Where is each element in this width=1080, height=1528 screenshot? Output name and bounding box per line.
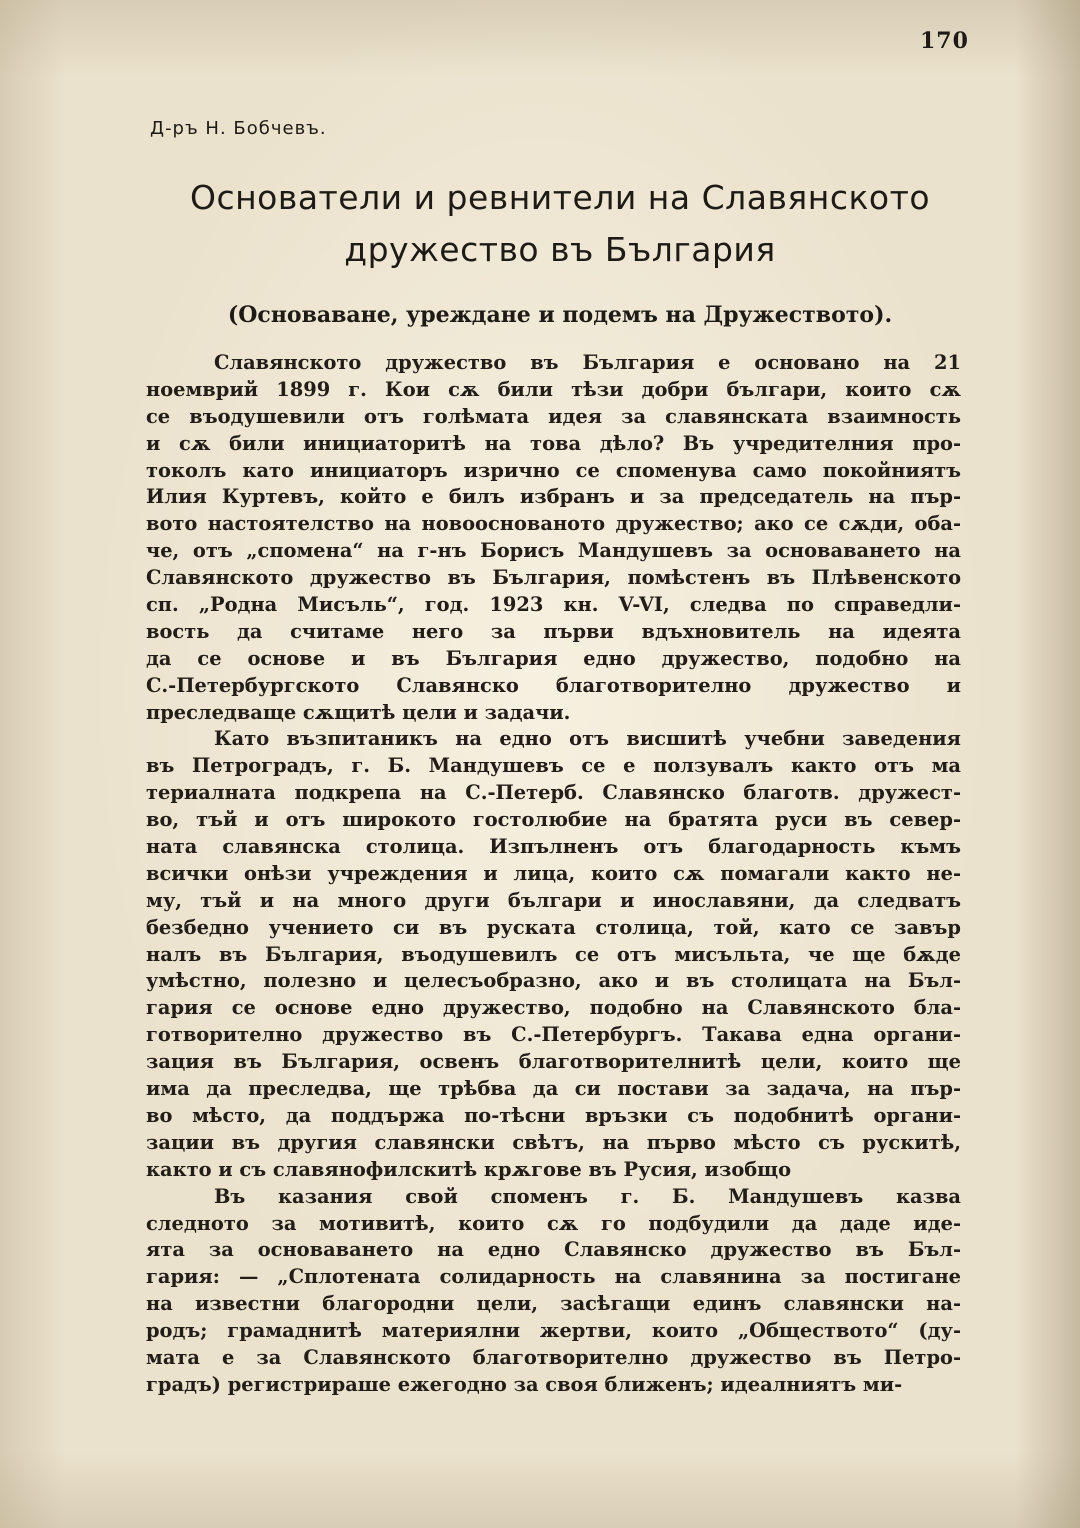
text-line: въ Петроградъ, г. Б. Мандушевъ се е ползувалъ както отъ ма <box>146 754 961 778</box>
text-line: Славянското дружество въ България е основано на 21 <box>214 351 961 374</box>
text-line: С.-Петербургското Славянско благотворително дружество и <box>146 673 961 697</box>
text-line: сп. „Родна Мисъль“, год. 1923 кн. V-VI, следва по справедли- <box>146 593 961 617</box>
text-line: се въодушевили отъ голѣмата идея за славянската взаимность <box>146 404 961 428</box>
paragraph <box>146 350 961 726</box>
text-line: Въ казания свой споменъ г. Б. Мандушевъ казва <box>214 1184 961 1208</box>
article-title <box>120 172 1000 276</box>
text-line: гария се основе едно дружество, подобно на Славянското бла- <box>146 996 961 1020</box>
text-line: налъ въ България, въодушевилъ се отъ мисъльта, че ще бѫде <box>146 942 961 966</box>
text-line: следното за мотивитѣ, които сѫ го подбудили да даде иде- <box>146 1211 961 1235</box>
paragraph <box>146 1184 961 1399</box>
text-line: зация въ България, освенъ благотворителнитѣ цели, които ще <box>146 1050 961 1074</box>
paragraph <box>146 726 961 1183</box>
text-line: преследваще сѫщитѣ цели и задачи. <box>146 700 571 724</box>
text-line: му, тъй и на много други българи и инославяни, да следватъ <box>146 888 961 912</box>
text-line: Илия Куртевъ, който е билъ избранъ и за председатель на пър- <box>146 485 961 509</box>
text-line: Славянското дружество въ България, помѣстенъ въ Плѣвенското <box>146 566 961 590</box>
text-line: да се основе и въ България едно дружество, подобно на <box>146 646 961 670</box>
text-line: вость да считаме него за първи вдъхновитель на идеята <box>146 619 961 643</box>
text-line: умѣстно, полезно и целесъобразно, ако и въ столицата на Бъл- <box>146 969 961 993</box>
text-line: има да преследва, ще трѣбва да си постави за задача, на пър- <box>146 1077 961 1101</box>
text-line: мата е за Славянското благотворително дружество въ Петро- <box>146 1345 961 1369</box>
text-line: Като възпитаникъ на едно отъ висшитѣ учебни заведения <box>214 727 961 751</box>
author-name: Д-ръ Н. Бобчевъ. <box>150 118 327 139</box>
text-line: во мѣсто, да поддържа по-тѣсни връзки съ подобнитѣ органи- <box>146 1103 961 1127</box>
text-line: во, тъй и отъ широкото гостолюбие на братята руси въ север- <box>146 808 961 832</box>
page-number: 170 <box>920 28 969 54</box>
text-line: ната славянска столица. Изпълненъ отъ благодарность къмъ <box>146 835 961 859</box>
text-line: както и съ славянофилскитѣ крѫгове въ Русия, изобщо <box>146 1157 792 1181</box>
text-line: вото настоятелство на новооснованото дружество; ако се сѫди, оба- <box>146 512 961 536</box>
text-line: на известни благородни цели, засѣгащи единъ славянски на- <box>146 1292 961 1316</box>
text-line: териалната подкрепа на С.-Петерб. Славянско благотв. дружест- <box>146 781 961 805</box>
title-line-2: дружество въ България <box>344 230 776 269</box>
text-line: родъ; грамаднитѣ материялни жертви, които „Обществото“ (ду- <box>146 1319 961 1343</box>
text-line: ята за основаването на едно Славянско дружество въ Бъл- <box>146 1238 961 1262</box>
text-line: токолъ като инициаторъ изрично се споменува само покойниятъ <box>146 458 961 482</box>
article-body <box>146 350 961 1399</box>
text-line: зации въ другия славянски свѣтъ, на първо мѣсто съ рускитѣ, <box>146 1130 961 1154</box>
text-line: всички онѣзи учреждения и лица, които сѫ помагали както не- <box>146 861 961 885</box>
text-line: градъ) регистрираше ежегодно за своя ближенъ; идеалниятъ ми- <box>146 1372 903 1396</box>
text-line: и сѫ били инициаторитѣ на това дѣло? Въ учредителния про- <box>146 431 961 455</box>
title-line-1: Основатели и ревнители на Славянското <box>189 178 931 217</box>
text-line: че, отъ „спомена“ на г-нъ Борисъ Мандушевъ за основаването на <box>146 539 961 563</box>
text-line: безбедно учението си въ руската столица, той, като се завър <box>146 915 961 939</box>
article-subtitle: (Основаване, уреждане и подемъ на Дружеството). <box>227 302 893 328</box>
text-line: гария: — „Сплотената солидарность на славянина за постигане <box>146 1265 961 1289</box>
text-line: готворително дружество въ С.-Петербургъ. Такава една органи- <box>146 1023 961 1047</box>
text-line: ноемврий 1899 г. Кои сѫ били тѣзи добри българи, които сѫ <box>146 377 961 401</box>
